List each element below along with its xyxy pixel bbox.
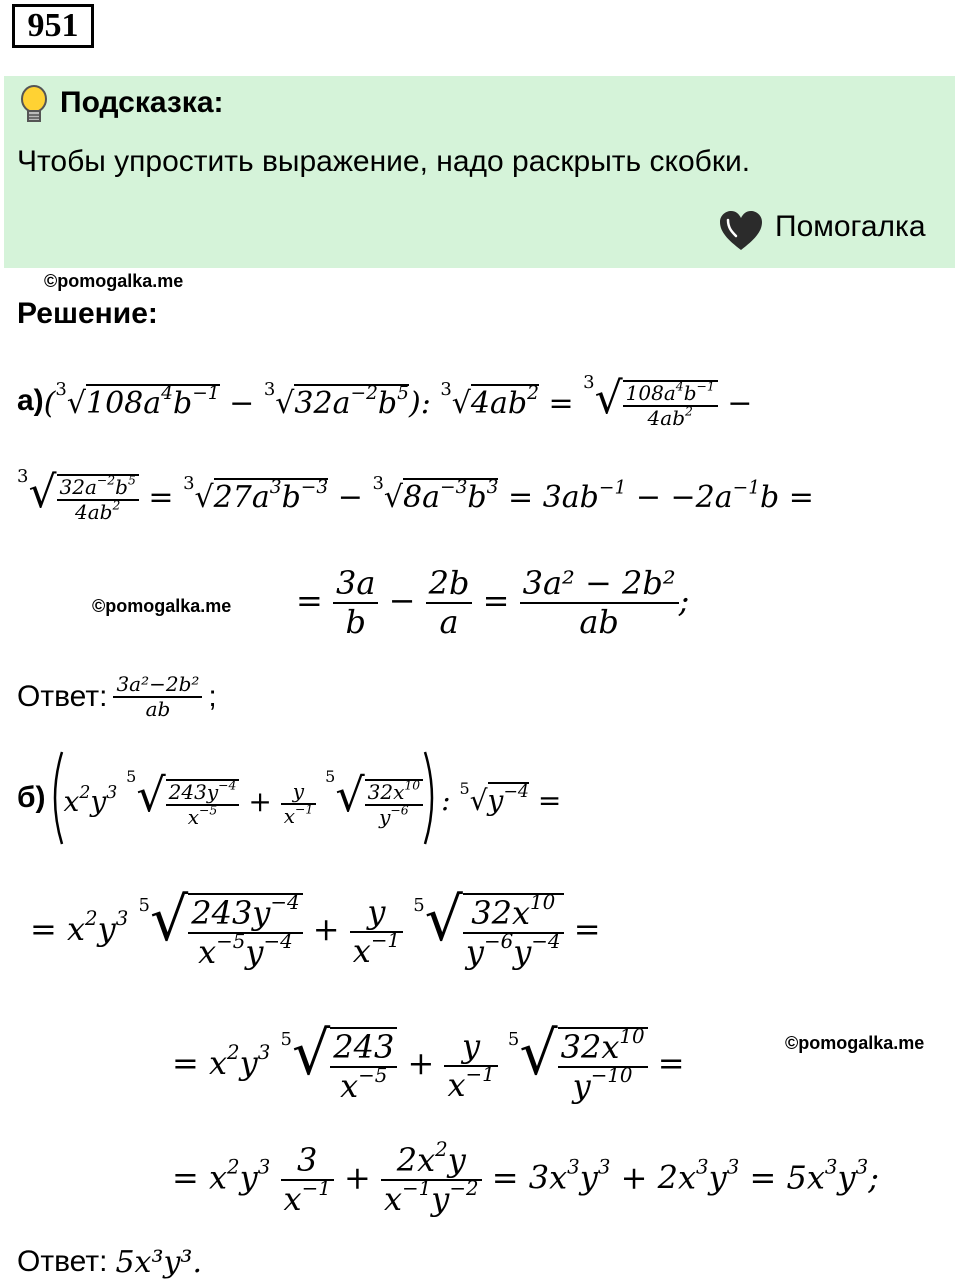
answer-a: Ответ: $\frac{\text{3a²−2b²}}{ab}$ ; [17, 672, 217, 721]
part-a-result-numerator: 3a² − 2b² [520, 565, 679, 604]
part-b-line-1: б) $x^2y^3$ $^5$√ $\frac{243y^{-4}}{x^{-5}}$ + $\frac{y}{x^{-1}}$ $^5$√ $\frac{32x^{10}}{y^{-6}}$ : $^5√y^{-4}$ = [17, 748, 561, 848]
solution-title: Решение: [17, 297, 158, 330]
watermark: ©pomogalka.me [92, 596, 232, 616]
lightbulb-icon [16, 84, 52, 126]
part-a-line-2: $^3$√ $\frac{32a^{-2}b^5}{4ab^2}$ = $^3√27a^3b^{-3} - ^3√8a^{-3}b^3 = 3ab^{-1} - -2a^{-1}b$ = [17, 465, 814, 525]
part-a-label: а) [17, 384, 44, 417]
hint-title: Подсказка: [60, 86, 224, 119]
task-number: 951 [12, 4, 94, 48]
part-a-line-3: = $\frac{3a}{b}$ − $\frac{2b}{a}$ = $\frac{\text{3a² − 2b²}}{ab}$ ; [296, 564, 690, 641]
part-b-label: б) [17, 781, 46, 814]
watermark: ©pomogalka.me [785, 1033, 925, 1053]
part-b-line-2: = $x^2y^3$ $^5$√ $\frac{243y^{-4}}{x^{-5}y^{-4}}$ + $\frac{y}{x^{-1}}$ $^5$√ $\frac{32x^{10}}{y^{-6}y^{-4}}$ = [30, 885, 601, 971]
part-b-line-3: = $x^2y^3$ $^5$√ $\frac{243}{x^{-5}}$ + $\frac{y}{x^{-1}}$ $^5$√ $\frac{32x^{10}}{y^{-10}}$ = [172, 1019, 685, 1105]
answer-label: Ответ: [17, 1245, 108, 1278]
part-b-line-4: = $x^2y^3$ $\frac{3}{x^{-1}}$ + $\frac{2x^2y}{x^{-1}y^{-2}}$ = $3x^3y^3 + 2x^3y^3 = 5x^3y^3$; [172, 1138, 880, 1218]
part-a-expression: $(^3√108a^4b^{-1} - ^3√32a^{-2}b^5)$: $^3√4ab^2 = ^3√$ $\frac{108a^4b^{-1}}{4ab^2}$ − [43, 371, 753, 431]
answer-b [17, 1240, 202, 1284]
brand-name: Помогалка [775, 210, 926, 243]
part-a-line-1 [17, 356, 752, 446]
heart-icon [718, 210, 764, 252]
watermark: ©pomogalka.me [44, 271, 184, 291]
answer-b-value: 5x³y³. [115, 1244, 202, 1280]
part-a-result-denominator: ab [579, 603, 619, 641]
answer-label: Ответ: [17, 680, 108, 713]
answer-a-numerator: 3a²−2b² [113, 673, 202, 698]
hint-text: Чтобы упростить выражение, надо раскрыть скобки. [17, 145, 751, 178]
answer-a-denominator: ab [145, 697, 171, 721]
